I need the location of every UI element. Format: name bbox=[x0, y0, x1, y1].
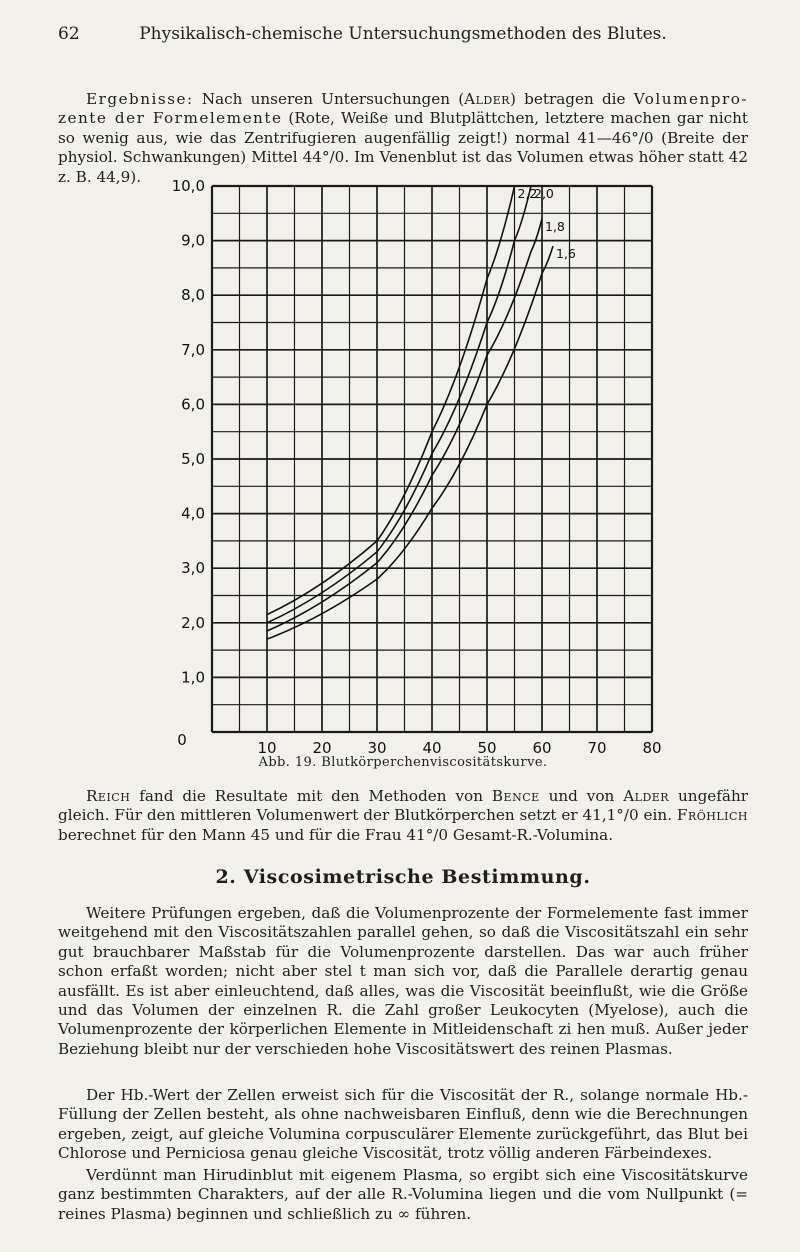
y-tick-label: 2,0 bbox=[181, 613, 205, 632]
y-tick-label: 7,0 bbox=[181, 340, 205, 359]
y-tick-label: 3,0 bbox=[181, 559, 205, 578]
paragraph-hb-wert: Der Hb.-Wert der Zellen erweist sich für die Viscosität der R., solange normale Hb.-Füllung der Zellen besteht, als ohne nachweisbaren Einfluß, denn wie die Berechnungen ergeben, zeigt, auf gleiche Volumina corpusculärer Elemente zurückgeführt, das Blut bei Chlorose und Perniciosa genau gleiche Viscosität, trotz völlig anderen Färbeindexes. bbox=[58, 1086, 748, 1163]
x-tick-label: 50 bbox=[477, 739, 497, 757]
y-tick-label: 6,0 bbox=[181, 395, 205, 414]
y-tick-label: 8,0 bbox=[181, 286, 205, 305]
chart-grid bbox=[212, 186, 652, 732]
text-segment: und von bbox=[539, 787, 624, 805]
chart-curves bbox=[267, 186, 553, 639]
author-name: Bence bbox=[491, 787, 540, 805]
spaced-term: Volumenpro-zente der Formelemente bbox=[58, 90, 748, 128]
x-tick-label: 80 bbox=[642, 739, 662, 757]
y-tick-label: 4,0 bbox=[181, 504, 205, 523]
author-name: Alder bbox=[623, 787, 670, 805]
results-lead: Ergebnisse: bbox=[86, 90, 194, 108]
x-tick-label: 20 bbox=[312, 739, 332, 757]
paragraph-pruefungen: Weitere Prüfungen ergeben, daß die Volumenprozente der Formelemente fast immer weitgehend mit den Viscositätszahlen parallel gehen, so daß die Viscositätszahl ein sehr gut brauchbarer Maßstab für die Volumenprozente darstellen. Das war auch früher schon erfaßt worden; nicht aber stel t man sich vor, daß die Parallele derartig genau ausfällt. Es ist aber einleuchtend, daß alles, was die Viscosität beeinflußt, wie die Größe und das Volumen der einzelnen R. die Zahl großer Leukocyten (Myelose), auch die Volumenprozente der körperlichen Elemente in Mitleidenschaft zi hen muß. Außer jeder Beziehung bleibt nur der verschieden hohe Viscositätswert des reinen Plasmas. bbox=[58, 904, 748, 1058]
y-axis-ticks bbox=[172, 177, 205, 686]
series-label: 1,6 bbox=[556, 246, 576, 262]
x-tick-label: 10 bbox=[257, 739, 277, 757]
x-tick-label: 70 bbox=[587, 739, 607, 757]
section-heading: 2. Viscosimetrische Bestimmung. bbox=[215, 866, 591, 888]
x-tick-label: 40 bbox=[422, 739, 442, 757]
figure-caption: Abb. 19. Blutkörperchenviscositätskurve. bbox=[258, 755, 548, 770]
series-label: 1,8 bbox=[545, 218, 565, 234]
text-segment: ungefähr gleich. Für den mittleren Volumenwert der Blutkörperchen setzt er 41,1°/0 ein. bbox=[58, 787, 748, 825]
y-tick-label: 1,0 bbox=[181, 668, 205, 687]
author-name: Fröhlich bbox=[676, 806, 748, 825]
text-segment: Nach unseren Untersuchungen ( bbox=[193, 90, 465, 108]
paragraph-reich bbox=[58, 787, 748, 845]
text-segment: berechnet für den Mann 45 und für die Frau 41°/0 Gesamt-R.-Volumina. bbox=[58, 825, 614, 844]
y-tick-label: 10,0 bbox=[171, 177, 205, 195]
series-label: 2,0 bbox=[534, 186, 554, 201]
text-segment: (Rote, Weiße und Blutplättchen, letztere machen gar nicht so wenig aus, wie das Zentrifugieren augenfällig zeigt!) normal 41—46°/0 (Breite der physiol. Schwankungen) Mittel 44°/0. Im Venenblut ist das Volumen etwas höher statt 42 z. B. 44,9). bbox=[58, 109, 748, 186]
x-axis-ticks bbox=[177, 731, 661, 757]
paragraph-hirudinblut: Verdünnt man Hirudinblut mit eigenem Plasma, so ergibt sich eine Viscositätskurve ganz bestimmten Charakters, auf der alle R.-Volumina liegen und die vom Nullpunkt (= reines Plasma) beginnen und schließlich zu ∞ führen. bbox=[58, 1166, 748, 1223]
series-curve bbox=[267, 186, 515, 615]
author-name: Alder bbox=[464, 90, 511, 108]
curve-labels bbox=[518, 186, 576, 261]
x-tick-label: 0 bbox=[177, 731, 187, 749]
x-tick-label: 30 bbox=[367, 739, 387, 757]
y-tick-label: 5,0 bbox=[181, 450, 205, 468]
page-number: 62 bbox=[58, 24, 80, 44]
x-tick-label: 60 bbox=[532, 739, 552, 757]
author-name: Reich bbox=[86, 787, 131, 805]
y-tick-label: 9,0 bbox=[181, 231, 205, 250]
text-segment: ) betragen die bbox=[510, 90, 634, 108]
series-curve bbox=[267, 246, 553, 639]
running-title: Physikalisch-chemische Untersuchungsmethoden des Blutes. bbox=[139, 24, 667, 44]
text-segment: fand die Resultate mit den Methoden von bbox=[130, 787, 492, 805]
series-label: 2,2 bbox=[517, 186, 538, 201]
